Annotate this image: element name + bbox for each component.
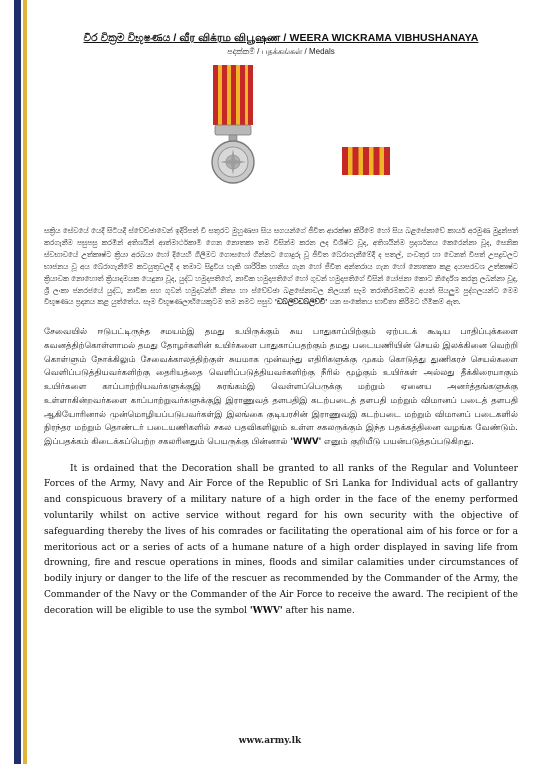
english-symbol: 'WWV' [249,605,283,616]
medal-image [204,65,262,189]
sinhala-text: සක්‍රිය සේවයේ යෙදී සිටියදී ස්වේච්ඡාවෙන් ඉදිරිපත් වී සතුරට මුහුණපා සිය සගයන්ගේ ජීවිත ආරක්ෂා කිරීමේ හෝ සිය බළසේනාවේ කාර්ය අරමුණ මුදුන්පත් කරගැනීම පසුපසු කරමින් අතිශයින් ආත්මාර්ථකාමී ගෙන නොතකා තම විසින්ම කරන ලද විශිෂ්ට වූද, අතිශයින්ම ප්‍රදර්ශනය කෙරෙන්නා වූද, සෙනික ස්වභාවයේ උත්කෘෂ්ට ක්‍රියා අරබයා හෝ දියෙහි ගිලීමට ගොසහෝ ගින්නට ගොදුරු වූ ජීවිත බේරාගැනීමේදී ද පතල්, ගංවතුර හා වෙනත් විපත් උපද්‍රවලට භාජනය වූ අය බේරාගැනීමේ කටයුතුවලදී ද තමාට සිදුවිය හැකි ශාරීරික හානිය ගැන හෝ ජීවිත අන්තරාය ගැන හෝ නොතකා කළ දයාපරවශ උත්කෘෂ්ට ක්‍රියාවක නොහොත් ක්‍රියාදාමයක යෙදුනා වූද, යුද්ධ හමුදාපතිගේ, නාවික හමුදාපතිගේ හෝ ගුවන් හමුදාපතිගේ විසින් යෝජනා කොට නිර්දේශ කරනු ලබන්නා වූද, ශ්‍රී ලංකා ජනරජයේ යුද්ධ, නාවික සහ ගුවන් හමුදාවන්හි නිත්‍ය හා ස්වේච්ඡා බළසේනාවල නිලයන් සෑම තරාතිරමකටම අයත් සියලුම පුද්ගලයන්ට මෙම විභූෂණය ප්‍රදානය කළ යුත්තේය. සෑම විභූෂණලාභියෙකුටම තම නමට පසුව [44,226,518,307]
page-subtitle: පදක්කම් / பதக்கங்கள் / Medals [227,47,335,56]
left-border-gold-stripe [23,0,27,764]
page-title: වීර වික්‍රම විභූෂණය / வீர விக்ரம விபூஷண / WEERA WICKRAMA VIBHUSHANAYA [83,32,479,44]
tamil-text: சேவையில் ஈடுபட்டிருந்த சமயம்இ தமது உயிருக்கும் சுய பாதுகாப்பிற்கும் ஏற்படக் கூடிய பாதிப்புக்களை கவனத்திற்கொள்ளாமல் தமது தோழர்களின் உயிர்களை பாதுகாப்பதற்கும் தமது படையணியின் செயல் இலக்கினை வெற்றி கொள்ளும் நோக்கிலும் சேவைக்காலத்திற்குள் சுயமாக முன்வந்து எதிரிகளுக்கு முகம் கொடுத்து துணிகரச் செயல்களை வெளிப்படுத்தியவர்களிற்கு தைரியத்தை வெளிப்படுத்தியவர்களிற்கு நீரில் மூழ்கும் உயிர்கள் அல்லது தீக்கிரையாகும் உயிர்களை காப்பாற்றியவர்களுக்குஇ சுரங்கம்இ வெள்ளப்பெருக்கு மற்றும் ஏனைய அனர்த்தங்களுக்கு உள்ளாகின்றவர்களை காப்பாற்றுவர்களுக்குஇ இராணுவத் தளபதிஇ கடற்படைத் தளபதி மற்றும் விமானப் படைத் தளபதி ஆகியோரினால் முன்மொழியப்படுபவர்கள்இ இலங்கை குடியரசின் இராணுவஇ கடற்படை மற்றும் விமானப் படைகளில் நிரந்தர மற்றும் தொண்டர் படையணிகளில் சகல பதவிகளிலும் உள்ள சகலருக்கும் இந்த பதக்கத்தினை வழங்க வேண்டும். இப்பதக்கம் கிடைக்கப்பெற்ற சகலரினதும் பெயருக்கு பின்னால் [44,327,518,447]
left-border-blue-stripe [14,0,21,764]
tamil-paragraph [44,326,518,449]
ribbon-bar-image [342,147,390,175]
sinhala-text-end: යන සංකේතය භාවිතා කිරීමට හිමිකම් ඇත. [327,297,461,307]
medal-images [44,65,518,193]
sinhala-paragraph [44,225,518,308]
tamil-symbol: 'WWV' [290,436,322,447]
english-text-end: after his name. [282,605,355,616]
footer-website-link[interactable]: www.army.lk [238,736,302,746]
english-text: It is ordained that the Decoration shall be granted to all ranks of the Regular and Volunteer Forces of the Army, Navy and Air Force of the Republic of Sri Lanka for Individual acts of gallantry and conspicuous bravery of a military nature of a high order in the face of the enemy performed voluntarily whilst on active service without regard for his own security with the objective of safeguarding thereby the lives of his comrades or facilitating the operational aim of his force or for a meritorious act or a series of acts of a humane nature of a high order displayed in saving life from drowning, fire and rescue operations in mines, floods and similar calamities under circumstances of bodily injury or danger to the life of the rescuer as recommended by the Commander of the Army, the Commander of the Navy or the Commander of the Air Force to receive the award. The recipient of the decoration will be eligible to use the symbol [44,463,518,616]
sinhala-symbol: 'ඩබ්ලිව්ඩබ්ලිව්වී' [274,297,328,307]
tamil-text-end: எனும் குறியீடு பயன்படுத்தப்படுகிறது. [321,436,474,447]
document-page [44,32,518,620]
english-paragraph [44,462,518,620]
